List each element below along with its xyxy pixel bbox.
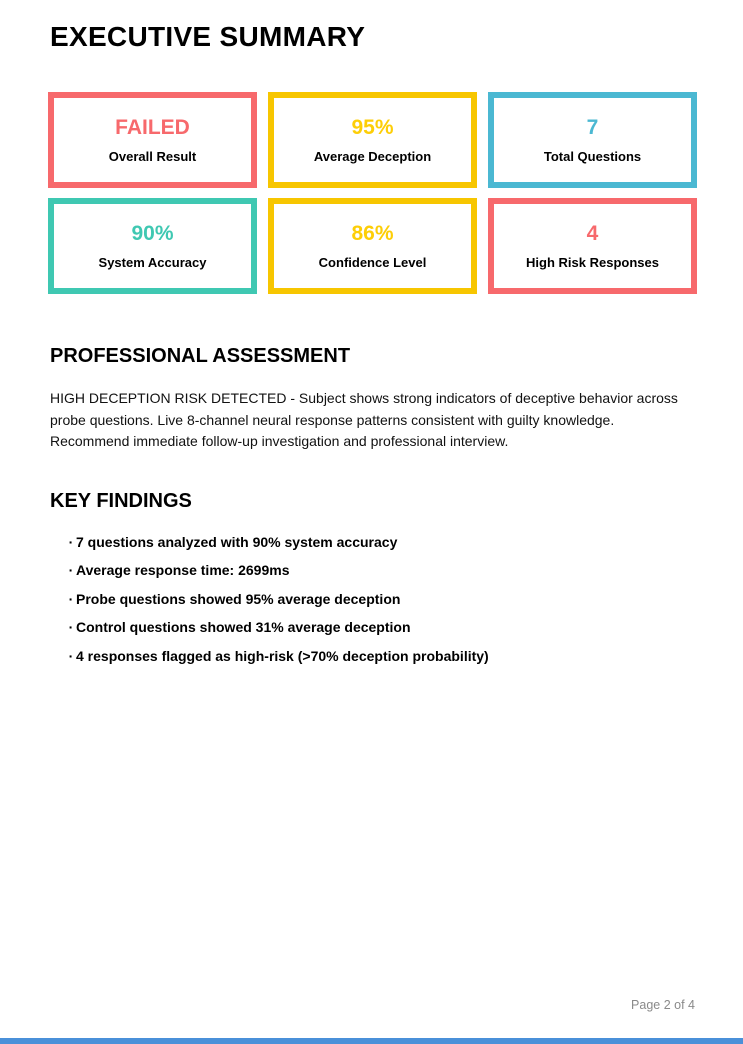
stat-label: Average Deception xyxy=(313,149,432,164)
finding-item xyxy=(50,590,697,608)
finding-item xyxy=(50,561,697,579)
finding-text: Average response time: 2699ms xyxy=(76,562,290,578)
bullet-icon: · xyxy=(68,619,74,635)
summary-stats-grid xyxy=(48,92,697,294)
bullet-icon: · xyxy=(68,647,74,664)
finding-text: Control questions showed 31% average deception xyxy=(76,619,411,635)
stat-value: FAILED xyxy=(115,116,190,139)
stat-card-total-questions xyxy=(488,92,697,188)
bullet-icon: · xyxy=(68,590,74,607)
professional-assessment-section xyxy=(50,345,697,453)
bullet-icon: · xyxy=(68,533,74,550)
stat-value: 95% xyxy=(351,116,394,139)
stat-label: Total Questions xyxy=(543,149,642,164)
stat-value: 90% xyxy=(131,222,174,245)
stat-label: High Risk Responses xyxy=(526,255,659,270)
key-findings-heading: KEY FINDINGS xyxy=(50,489,192,512)
assessment-heading: PROFESSIONAL ASSESSMENT xyxy=(50,345,351,367)
finding-text: Probe questions showed 95% average deception xyxy=(76,590,401,607)
finding-item xyxy=(50,533,697,551)
stat-card-overall-result xyxy=(48,92,257,188)
stat-card-confidence-level xyxy=(268,198,477,294)
key-findings-section xyxy=(50,490,697,665)
assessment-body-text: HIGH DECEPTION RISK DETECTED - Subject shows strong indicators of deceptive behavior across probe questions. Live 8-channel neural response patterns consistent with guilty knowledge. Recommend immediate follow-up investigation and professional interview. xyxy=(50,390,678,449)
bottom-accent-bar xyxy=(0,1038,743,1044)
stat-card-average-deception xyxy=(268,92,477,188)
finding-item xyxy=(50,647,697,665)
bullet-icon: · xyxy=(68,562,74,578)
stat-value: 7 xyxy=(586,116,599,139)
finding-item xyxy=(50,618,697,636)
stat-card-high-risk-responses xyxy=(488,198,697,294)
stat-label: System Accuracy xyxy=(98,255,207,270)
key-findings-list xyxy=(50,533,697,665)
page-number: Page 2 of 4 xyxy=(631,998,695,1012)
stat-label: Overall Result xyxy=(108,149,197,164)
page-title: EXECUTIVE SUMMARY xyxy=(50,21,366,52)
finding-text: 7 questions analyzed with 90% system accuracy xyxy=(76,533,398,550)
stat-card-system-accuracy xyxy=(48,198,257,294)
finding-text: 4 responses flagged as high-risk (>70% deception probability) xyxy=(76,647,489,664)
stat-label: Confidence Level xyxy=(318,255,427,270)
stat-value: 86% xyxy=(351,222,394,245)
stat-value: 4 xyxy=(586,222,599,245)
